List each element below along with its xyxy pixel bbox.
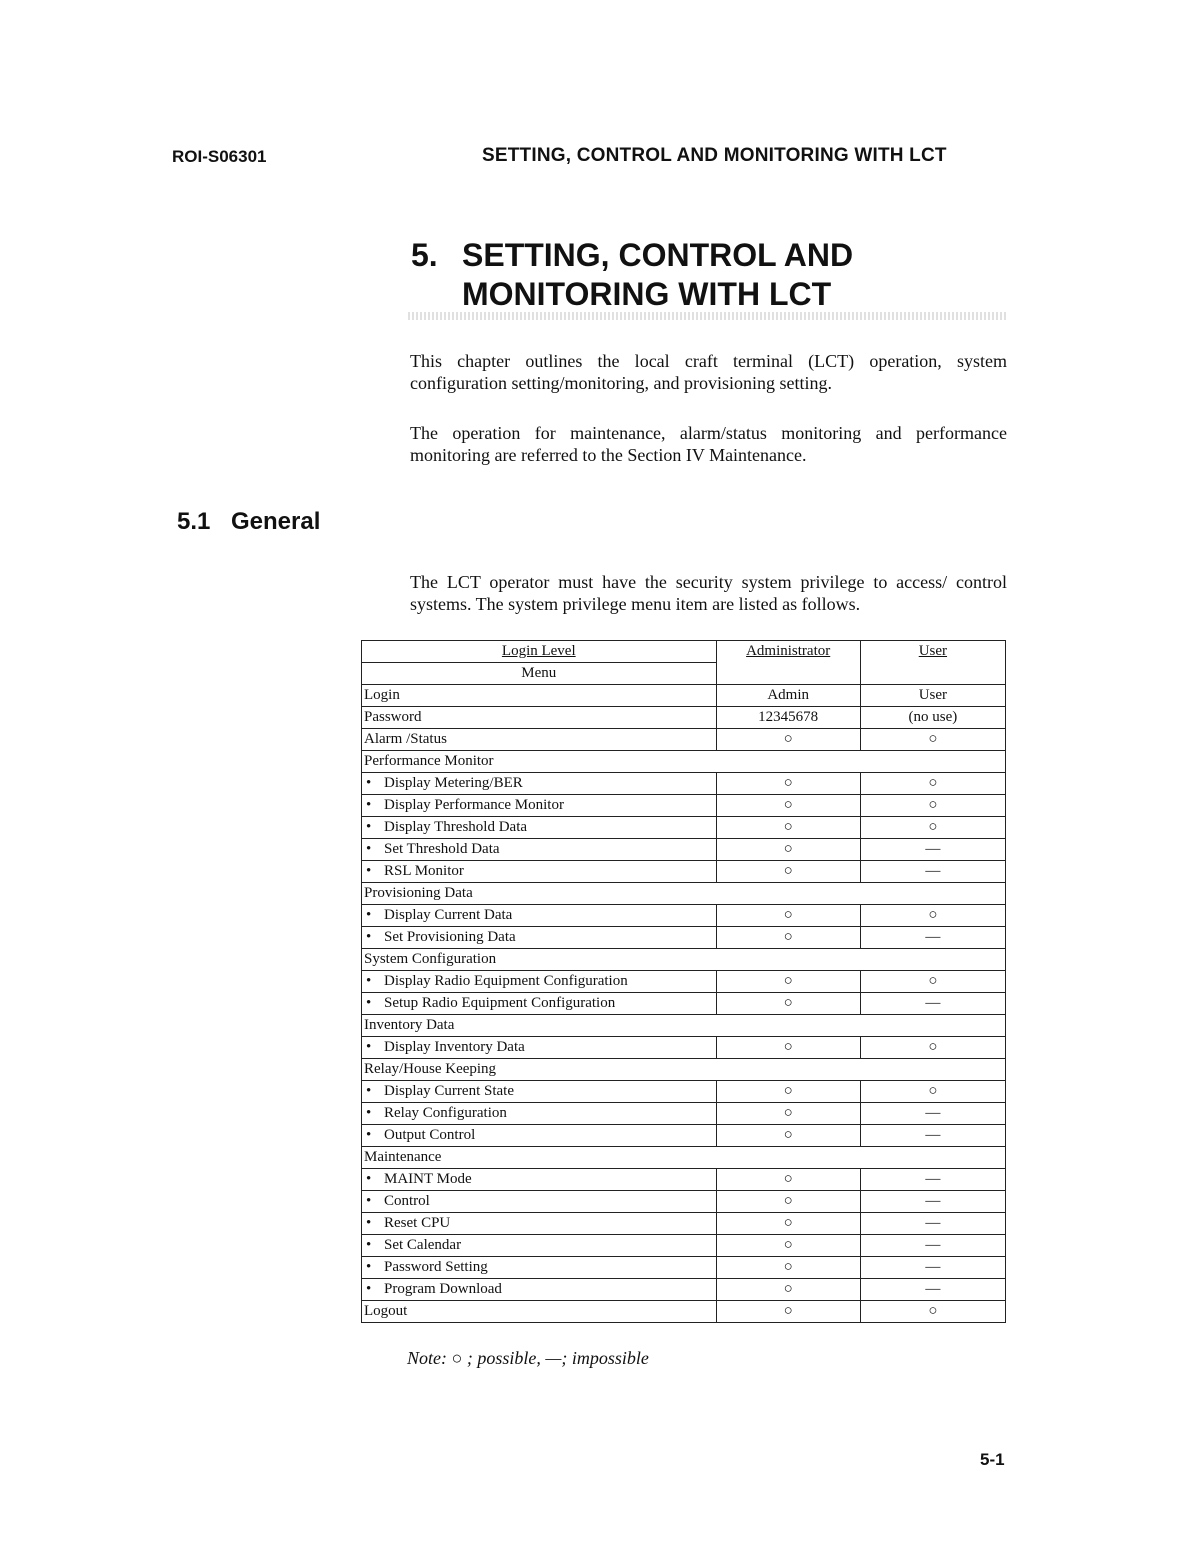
table-row	[362, 729, 1006, 751]
menu-item-label: Login	[364, 687, 400, 703]
user-cell: (no use)	[860, 707, 1005, 729]
bullet-icon: •	[366, 1171, 372, 1187]
menu-item-label: Set Calendar	[384, 1237, 462, 1253]
menu-item-label: RSL Monitor	[384, 863, 464, 879]
user-cell: ○	[860, 817, 1005, 839]
table-row	[362, 927, 1006, 949]
menu-item-label: Display Metering/BER	[384, 775, 523, 791]
chapter-title-line1	[411, 236, 853, 275]
table-row	[362, 1257, 1006, 1279]
table-row	[362, 1301, 1006, 1323]
document-id: ROI-S06301	[172, 147, 267, 166]
administrator-cell: ○	[716, 971, 860, 993]
user-cell: ○	[860, 1301, 1005, 1323]
table-row	[362, 1213, 1006, 1235]
user-header	[860, 641, 1005, 685]
menu-item-cell	[362, 1279, 717, 1301]
privilege-table	[361, 640, 1006, 1323]
user-cell: —	[860, 839, 1005, 861]
menu-item-label: Set Provisioning Data	[384, 929, 516, 945]
bullet-icon: •	[366, 1105, 372, 1121]
group-label-cell: Performance Monitor	[362, 751, 1006, 773]
menu-item-label: Setup Radio Equipment Configuration	[384, 995, 616, 1011]
user-cell: —	[860, 1125, 1005, 1147]
page-number: 5-1	[980, 1450, 1005, 1469]
administrator-cell: ○	[716, 1125, 860, 1147]
table-row	[362, 685, 1006, 707]
chapter-number: 5.	[411, 237, 438, 273]
menu-item-cell	[362, 1235, 717, 1257]
administrator-cell: ○	[716, 729, 860, 751]
table-row	[362, 1103, 1006, 1125]
menu-item-cell	[362, 1081, 717, 1103]
bullet-icon: •	[366, 1193, 372, 1209]
bullet-icon: •	[366, 797, 372, 813]
menu-item-cell	[362, 1213, 717, 1235]
menu-item-cell	[362, 817, 717, 839]
group-label-cell: Relay/House Keeping	[362, 1059, 1006, 1081]
intro-paragraph-2: The operation for maintenance, alarm/status monitoring and performance monitoring are referred to the Section IV Maintenance.	[410, 423, 1007, 465]
user-cell: —	[860, 1213, 1005, 1235]
bullet-icon: •	[366, 973, 372, 989]
user-cell: ○	[860, 729, 1005, 751]
chapter-title-text1: SETTING, CONTROL AND	[462, 237, 854, 273]
administrator-cell: ○	[716, 1191, 860, 1213]
table-row	[362, 1191, 1006, 1213]
administrator-cell: ○	[716, 839, 860, 861]
user-label: User	[918, 643, 948, 659]
menu-item-label: Display Inventory Data	[384, 1039, 525, 1055]
group-label-cell: System Configuration	[362, 949, 1006, 971]
administrator-cell: ○	[716, 1037, 860, 1059]
general-paragraph: The LCT operator must have the security system privilege to access/ control systems. The system privilege menu item are listed as follows.	[410, 572, 1007, 614]
group-label-cell: Provisioning Data	[362, 883, 1006, 905]
administrator-cell: ○	[716, 1279, 860, 1301]
menu-item-cell	[362, 839, 717, 861]
menu-item-cell	[362, 861, 717, 883]
table-row	[362, 971, 1006, 993]
administrator-cell: ○	[716, 773, 860, 795]
user-cell: ○	[860, 773, 1005, 795]
user-cell: —	[860, 1169, 1005, 1191]
menu-item-label: Display Threshold Data	[384, 819, 528, 835]
administrator-label: Administrator	[746, 643, 831, 659]
menu-item-cell	[362, 795, 717, 817]
bullet-icon: •	[366, 907, 372, 923]
user-cell: User	[860, 685, 1005, 707]
user-cell: ○	[860, 971, 1005, 993]
bullet-icon: •	[366, 1127, 372, 1143]
user-cell: ○	[860, 795, 1005, 817]
user-cell: —	[860, 1191, 1005, 1213]
menu-item-label: Output Control	[384, 1127, 476, 1143]
menu-item-label: Display Current Data	[384, 907, 513, 923]
user-cell: ○	[860, 1081, 1005, 1103]
table-group-row	[362, 1059, 1006, 1081]
table-row	[362, 817, 1006, 839]
menu-item-cell	[362, 1125, 717, 1147]
chapter-title-line2: MONITORING WITH LCT	[462, 276, 832, 312]
administrator-header	[716, 641, 860, 685]
table-row	[362, 839, 1006, 861]
chapter-title-rule	[408, 312, 1006, 320]
chapter-title	[411, 236, 853, 314]
table-row	[362, 993, 1006, 1015]
menu-item-cell	[362, 773, 717, 795]
menu-item-cell	[362, 1257, 717, 1279]
administrator-cell: 12345678	[716, 707, 860, 729]
bullet-icon: •	[366, 1039, 372, 1055]
table-row	[362, 1279, 1006, 1301]
user-cell: —	[860, 1257, 1005, 1279]
bullet-icon: •	[366, 1281, 372, 1297]
menu-header: Menu	[362, 663, 717, 685]
bullet-icon: •	[366, 1237, 372, 1253]
bullet-icon: •	[366, 1215, 372, 1231]
group-label-cell: Inventory Data	[362, 1015, 1006, 1037]
administrator-cell: ○	[716, 795, 860, 817]
menu-item-cell	[362, 685, 717, 707]
running-header-title: SETTING, CONTROL AND MONITORING WITH LCT	[482, 145, 947, 166]
login-level-label: Login Level	[501, 643, 576, 659]
menu-item-cell	[362, 1191, 717, 1213]
administrator-cell: ○	[716, 817, 860, 839]
bullet-icon: •	[366, 841, 372, 857]
table-note: Note: ○ ; possible, —; impossible	[407, 1348, 649, 1368]
user-cell: ○	[860, 1037, 1005, 1059]
bullet-icon: •	[366, 995, 372, 1011]
menu-item-label: Display Current State	[384, 1083, 514, 1099]
privilege-table-body	[362, 641, 1006, 1323]
administrator-cell: Admin	[716, 685, 860, 707]
table-row	[362, 795, 1006, 817]
administrator-cell: ○	[716, 1081, 860, 1103]
administrator-cell: ○	[716, 1301, 860, 1323]
user-cell: —	[860, 1235, 1005, 1257]
menu-item-label: Set Threshold Data	[384, 841, 500, 857]
table-row	[362, 1037, 1006, 1059]
table-group-row	[362, 1015, 1006, 1037]
menu-item-cell	[362, 1103, 717, 1125]
bullet-icon: •	[366, 929, 372, 945]
menu-item-cell	[362, 971, 717, 993]
table-row	[362, 905, 1006, 927]
user-cell: —	[860, 927, 1005, 949]
administrator-cell: ○	[716, 1213, 860, 1235]
login-level-header	[362, 641, 717, 663]
group-label-cell: Maintenance	[362, 1147, 1006, 1169]
user-cell: ○	[860, 905, 1005, 927]
administrator-cell: ○	[716, 905, 860, 927]
section-heading	[177, 508, 320, 536]
table-group-row	[362, 949, 1006, 971]
user-cell: —	[860, 1103, 1005, 1125]
menu-item-label: Display Performance Monitor	[384, 797, 564, 813]
table-header-row	[362, 641, 1006, 663]
user-cell: —	[860, 861, 1005, 883]
administrator-cell: ○	[716, 993, 860, 1015]
menu-item-label: Display Radio Equipment Configuration	[384, 973, 628, 989]
menu-item-cell	[362, 729, 717, 751]
menu-item-label: MAINT Mode	[384, 1171, 472, 1187]
administrator-cell: ○	[716, 1257, 860, 1279]
section-number: 5.1	[177, 508, 211, 535]
table-row	[362, 1081, 1006, 1103]
user-cell: —	[860, 993, 1005, 1015]
table-row	[362, 1125, 1006, 1147]
table-row	[362, 707, 1006, 729]
table-row	[362, 1235, 1006, 1257]
menu-item-label: Control	[384, 1193, 430, 1209]
menu-item-cell	[362, 1169, 717, 1191]
bullet-icon: •	[366, 819, 372, 835]
table-group-row	[362, 1147, 1006, 1169]
table-row	[362, 861, 1006, 883]
administrator-cell: ○	[716, 1103, 860, 1125]
user-cell: —	[860, 1279, 1005, 1301]
menu-item-label: Relay Configuration	[384, 1105, 507, 1121]
menu-item-label: Program Download	[384, 1281, 502, 1297]
administrator-cell: ○	[716, 1169, 860, 1191]
menu-item-label: Alarm /Status	[364, 731, 447, 747]
menu-item-label: Reset CPU	[384, 1215, 451, 1231]
menu-item-label: Password	[364, 709, 422, 725]
menu-item-label: Password Setting	[384, 1259, 488, 1275]
bullet-icon: •	[366, 1083, 372, 1099]
bullet-icon: •	[366, 1259, 372, 1275]
table-group-row	[362, 751, 1006, 773]
table-row	[362, 1169, 1006, 1191]
table-row	[362, 773, 1006, 795]
menu-item-cell	[362, 927, 717, 949]
section-title: General	[231, 508, 321, 535]
menu-item-label: Logout	[364, 1303, 408, 1319]
menu-item-cell	[362, 1037, 717, 1059]
bullet-icon: •	[366, 863, 372, 879]
bullet-icon: •	[366, 775, 372, 791]
administrator-cell: ○	[716, 1235, 860, 1257]
menu-item-cell	[362, 707, 717, 729]
administrator-cell: ○	[716, 927, 860, 949]
menu-item-cell	[362, 1301, 717, 1323]
administrator-cell: ○	[716, 861, 860, 883]
table-group-row	[362, 883, 1006, 905]
menu-item-cell	[362, 905, 717, 927]
menu-item-cell	[362, 993, 717, 1015]
intro-paragraph-1: This chapter outlines the local craft terminal (LCT) operation, system configuration setting/monitoring, and provisioning setting.	[410, 351, 1007, 393]
